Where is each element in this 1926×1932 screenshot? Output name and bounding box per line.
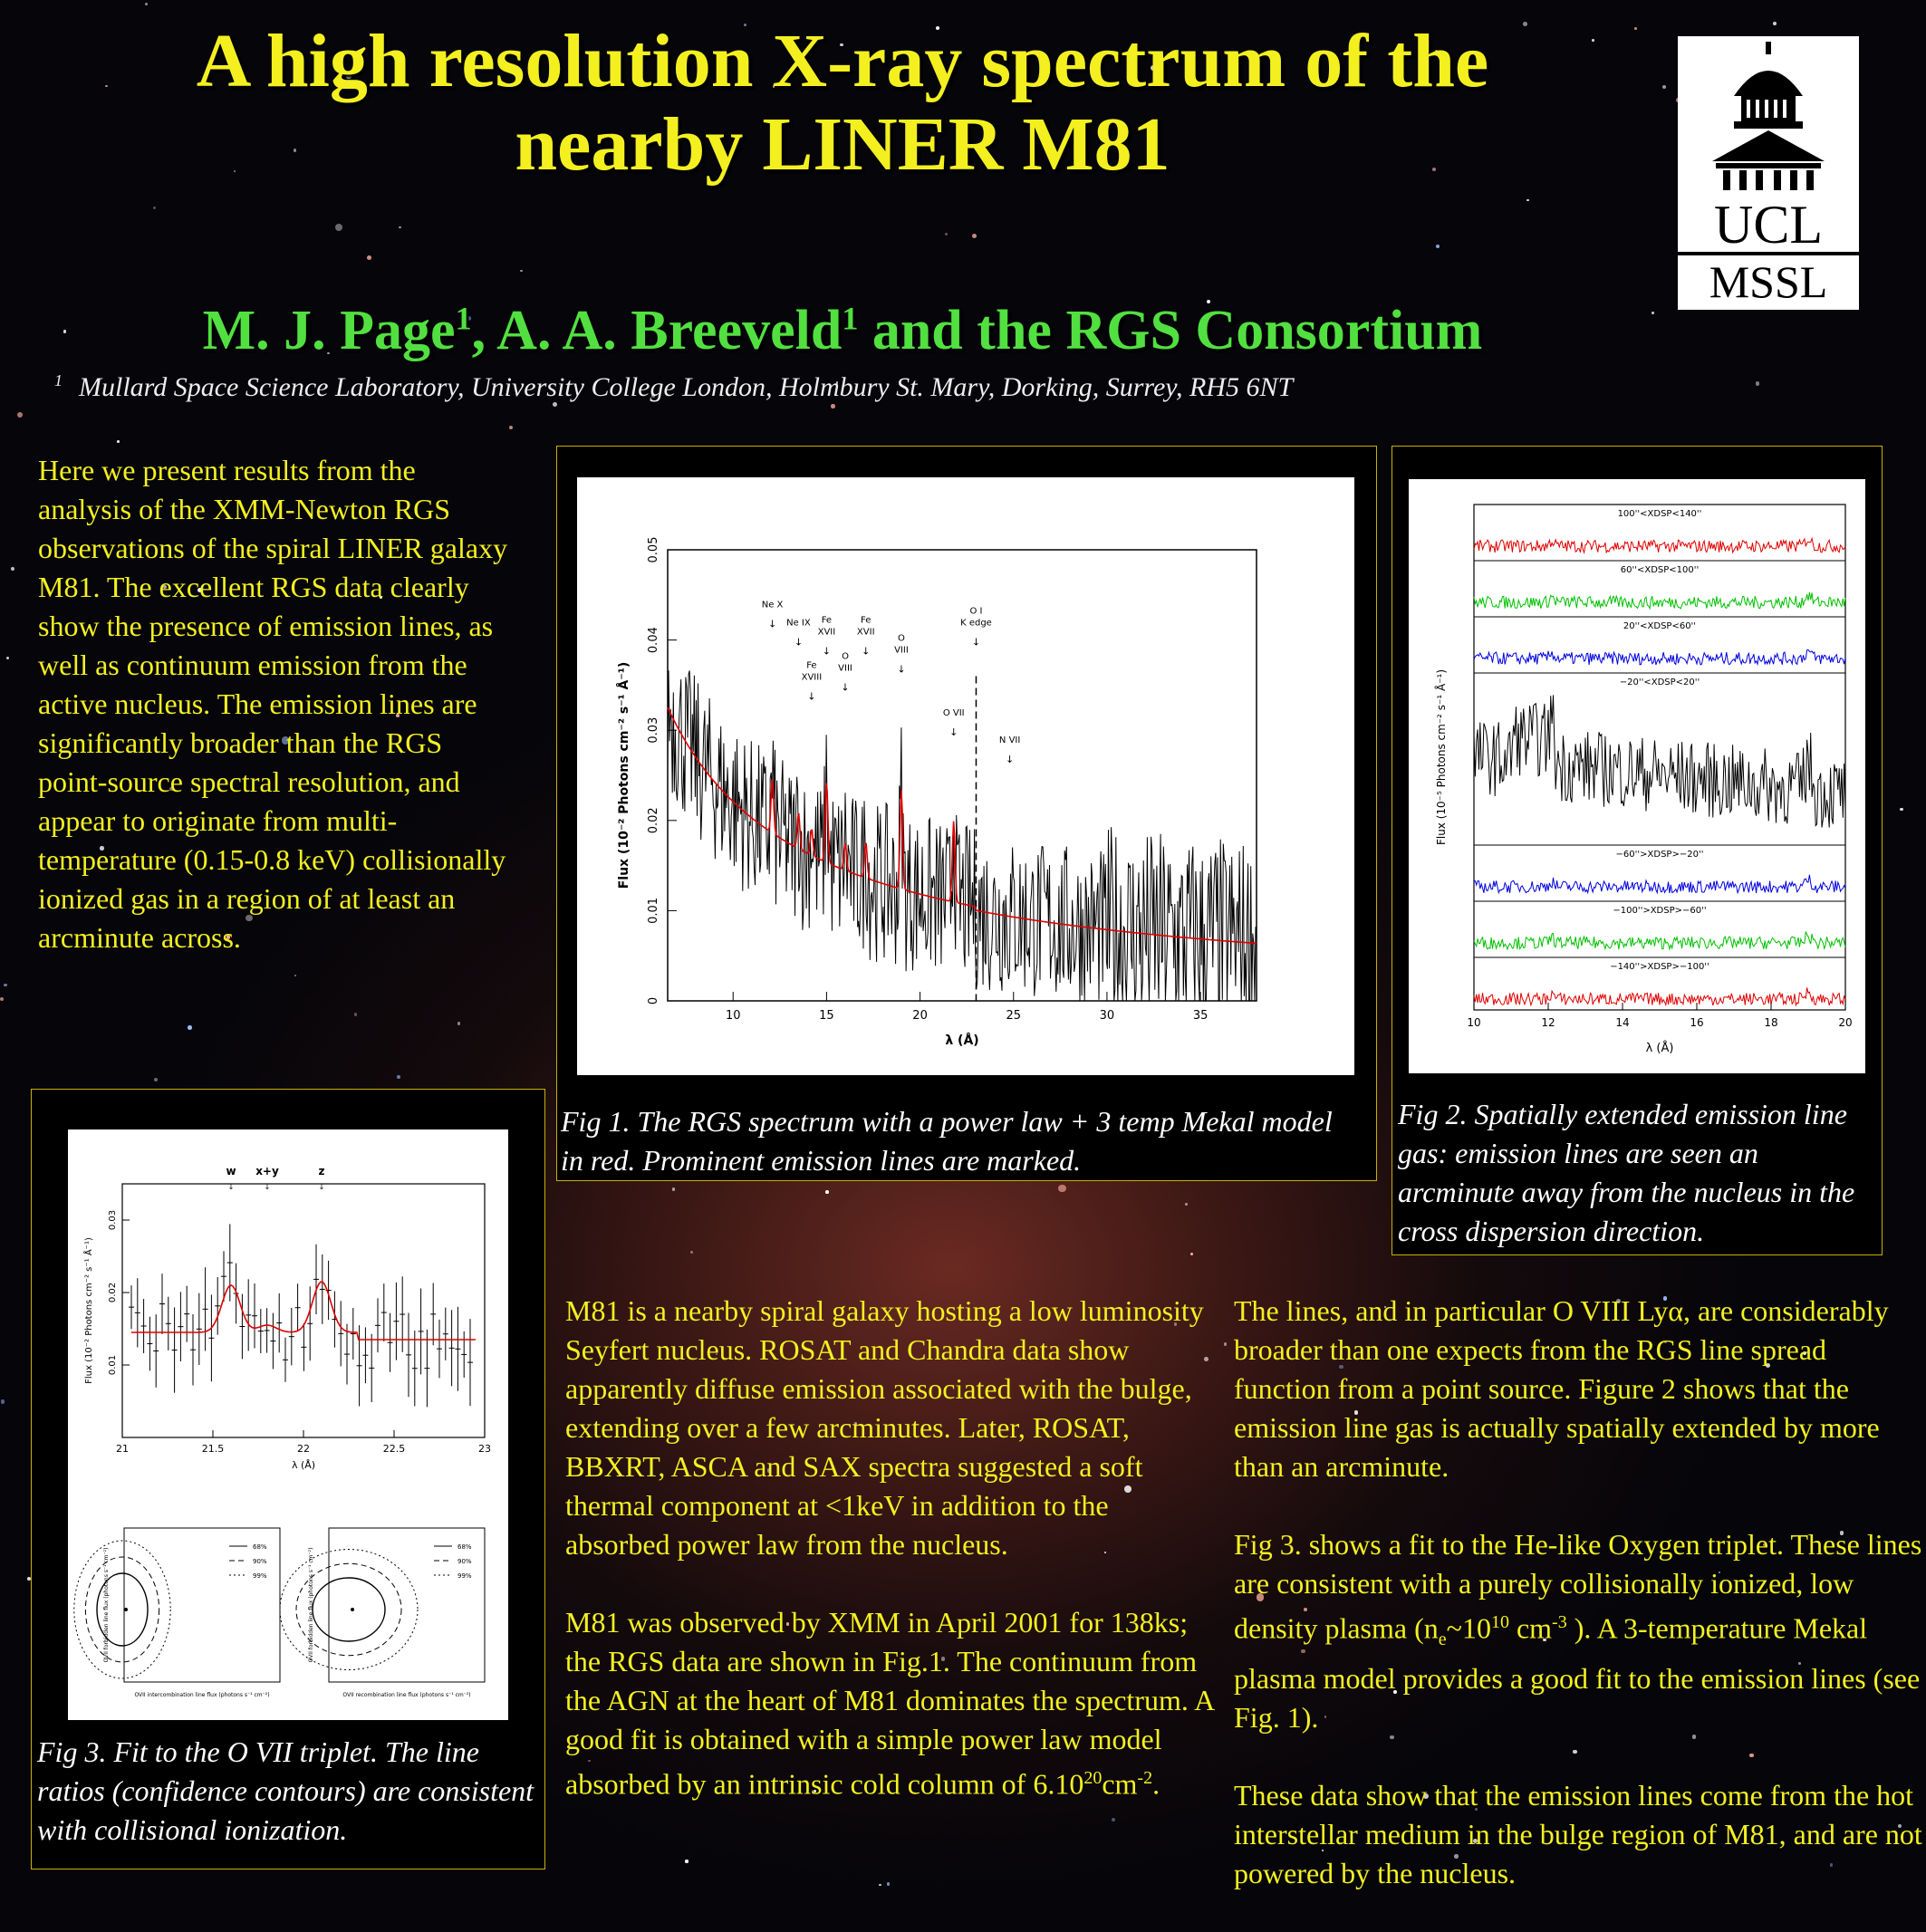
star [1, 1399, 5, 1403]
star [690, 1251, 693, 1254]
star [1652, 312, 1654, 314]
fig1-data-series [668, 670, 1257, 1001]
star [188, 1025, 192, 1030]
fig1-x-axis-label: λ (Å) [945, 1033, 979, 1048]
star [1900, 808, 1902, 811]
fig2-x-tick-label: 18 [1764, 1016, 1778, 1029]
fig1-panel [556, 446, 1377, 1181]
col2-p2-sup: -2 [1137, 1768, 1153, 1788]
author-page: M. J. Page [202, 300, 456, 361]
star [145, 3, 148, 5]
fig2-strip-label: −140''>XDSP>−100'' [1610, 962, 1709, 972]
fig1-y-tick-label: 0.05 [647, 536, 660, 563]
fig3-legend-label: 99% [457, 1572, 472, 1580]
author-affil-sup: 1 [842, 300, 859, 337]
fig1-line-label: Ne X [761, 600, 784, 610]
fig2-axes-frame [1474, 505, 1845, 1010]
star [831, 404, 834, 408]
col3-p2-text-b: ~10 [1446, 1611, 1491, 1645]
fig1-y-axis-label: Flux (10⁻² Photons cm⁻² s⁻¹ Å⁻¹) [617, 661, 631, 889]
title-line-1: A high resolution X-ray spectrum of the [196, 19, 1489, 103]
column-2-text [565, 1292, 1218, 1843]
star [11, 567, 14, 571]
author-breeveld: A. A. Breeveld [496, 300, 843, 361]
fig1-line-arrow: ↓ [794, 636, 804, 649]
star [1526, 199, 1529, 202]
fig1-line-label: O [842, 651, 849, 662]
fig1-x-tick-label: 25 [1006, 1009, 1022, 1023]
fig3-triplet-plot [68, 1129, 508, 1720]
fig3-y-tick-label: 0.01 [108, 1354, 118, 1376]
fig1-y-tick-label: 0.03 [647, 716, 660, 744]
star [17, 412, 23, 418]
star [397, 1075, 400, 1079]
star [154, 1078, 158, 1081]
fig1-x-tick-label: 15 [819, 1009, 834, 1023]
fig2-x-tick-label: 16 [1690, 1016, 1704, 1029]
fig3-x-tick-label: 22.5 [382, 1443, 406, 1455]
fig3-contour-x-label: OVII intercombination line flux (photons s⁻¹ cm⁻²) [134, 1692, 270, 1698]
fig1-line-arrow: ↓ [822, 645, 832, 658]
fig3-axes-frame [122, 1184, 485, 1437]
col3-p2-sub: e [1438, 1629, 1447, 1650]
fig3-legend-label: 68% [253, 1543, 267, 1551]
col3-p2-text-c: cm [1508, 1611, 1553, 1645]
fig2-strips-plot [1409, 479, 1865, 1073]
fig3-line-arrow: ↓ [227, 1183, 235, 1191]
intro-text [38, 451, 509, 996]
fig2-caption: Fig 2. Spatially extended emission line gas: emission lines are seen an arcminute away from the nucleus in the cross dispersion direction. [1398, 1098, 1855, 1247]
star [945, 233, 948, 235]
fig2-strip-label: 20''<XDSP<60'' [1623, 621, 1697, 631]
fig3-x-tick-label: 22 [297, 1443, 310, 1455]
star [672, 1187, 676, 1191]
star [457, 1022, 461, 1025]
fig2-plot-area [1409, 479, 1865, 1073]
fig2-x-tick-label: 14 [1615, 1016, 1630, 1029]
star [825, 1190, 829, 1194]
fig1-line-label: VIII [894, 645, 909, 656]
fig3-x-tick-label: 23 [478, 1443, 491, 1455]
fig1-y-tick-label: 0 [647, 996, 660, 1005]
ucl-mssl-logo [1678, 36, 1859, 310]
fig2-x-tick-label: 12 [1541, 1016, 1555, 1029]
author-list [54, 299, 1631, 363]
fig3-confidence-contour [74, 1541, 170, 1678]
star [354, 1013, 357, 1015]
fig3-legend-label: 99% [253, 1572, 267, 1580]
fig1-line-label: XVII [817, 627, 836, 638]
col3-p2-sup: 10 [1490, 1612, 1509, 1632]
star [367, 255, 371, 260]
fig3-best-fit-point [124, 1608, 128, 1611]
col3-paragraph-2 [1234, 1525, 1922, 1737]
star [1756, 381, 1760, 386]
star [1436, 245, 1440, 248]
star [1185, 1203, 1188, 1206]
fig1-line-label: Fe [806, 660, 817, 671]
fig3-legend-label: 90% [253, 1558, 267, 1565]
fig3-line-label: z [318, 1165, 325, 1177]
fig1-y-tick-label: 0.02 [647, 807, 660, 834]
fig2-panel [1392, 446, 1883, 1255]
fig3-x-axis-label: λ (Å) [291, 1459, 316, 1471]
star [1190, 1253, 1193, 1255]
fig1-line-arrow: ↓ [897, 663, 906, 676]
fig1-line-label: Ne IX [786, 618, 811, 629]
star [879, 1884, 881, 1887]
fig2-strip-series [1474, 875, 1845, 893]
fig2-x-tick-label: 20 [1838, 1016, 1853, 1029]
fig1-line-arrow: ↓ [1006, 754, 1015, 766]
fig3-line-arrow: ↓ [318, 1183, 325, 1191]
affiliation-sup: 1 [54, 371, 63, 389]
fig3-line-label: w [226, 1165, 236, 1177]
fig1-caption: Fig 1. The RGS spectrum with a power law + 3 temp Mekal model in red. Prominent emission lines are marked. [561, 1105, 1333, 1177]
fig3-y-tick-label: 0.03 [108, 1209, 118, 1231]
fig3-y-axis-label: Flux (10⁻² Photons cm⁻² s⁻¹ Å⁻¹) [84, 1237, 94, 1384]
fig1-line-arrow: ↓ [949, 726, 958, 739]
col3-p2-text: Fig 3. shows a fit to the He-like Oxygen triplet. These lines are consistent with a purely collisionally ionized, low density plasma (n [1234, 1528, 1922, 1645]
fig1-line-arrow: ↓ [807, 690, 816, 703]
star [887, 1882, 890, 1885]
fig3-y-tick-label: 0.02 [108, 1282, 118, 1303]
fig1-x-tick-label: 20 [912, 1009, 928, 1023]
fig1-line-arrow: ↓ [862, 645, 871, 658]
fig1-spectrum-plot [577, 477, 1354, 1075]
star [1634, 27, 1637, 30]
fig2-strip-series [1474, 695, 1845, 827]
poster-title [54, 20, 1631, 187]
fig1-line-label: K edge [960, 618, 992, 629]
fig1-line-label: XVII [856, 627, 875, 638]
fig3-x-tick-label: 21.5 [201, 1443, 225, 1455]
col3-p2-text-d: ). A 3-temperature Mekal plasma model provides a good fit to the emission lines (see Fig. 1). [1234, 1611, 1921, 1735]
col3-paragraph-1: The lines, and in particular O VIII Lyα, are considerably broader than one expects from the RGS line spread function from a point source. Figure 2 shows that the emission line gas is actually spatially extended by more than an arcminute. [1234, 1294, 1889, 1483]
fig3-contour-y-label: OVII forbidden line flux (photons s⁻¹ cm⁻²) [308, 1547, 314, 1663]
title-line-2: nearby LINER M81 [515, 102, 1170, 187]
author-affil-sup: 1 [455, 300, 472, 337]
column-3-text [1234, 1292, 1922, 1932]
fig2-strip-label: −60''>XDSP>−20'' [1615, 850, 1704, 860]
star [685, 1860, 688, 1862]
fig1-plot-area [577, 477, 1354, 1075]
fig2-y-axis-label: Flux (10⁻⁵ Photons cm⁻² s⁻¹ Å⁻¹) [1435, 668, 1448, 846]
fig1-line-label: N VII [998, 735, 1021, 746]
logo-mssl-text: MSSL [1709, 256, 1828, 307]
star [1773, 22, 1777, 25]
star [117, 440, 120, 443]
fig1-x-tick-label: 30 [1099, 1009, 1115, 1023]
author-consortium: and the RGS Consortium [858, 300, 1483, 361]
star [4, 984, 7, 987]
col3-p2-sup: -3 [1552, 1612, 1567, 1632]
star [509, 426, 513, 429]
fig3-contour-y-label: OVII forbidden line flux (photons s⁻¹ cm⁻²) [103, 1547, 110, 1663]
fig1-y-tick-label: 0.04 [647, 627, 660, 654]
fig3-legend-label: 68% [457, 1543, 472, 1551]
star [153, 207, 155, 208]
author-separator: , [471, 300, 497, 361]
fig2-strip-series [1474, 649, 1845, 665]
fig3-panel [31, 1089, 545, 1870]
star [399, 226, 400, 228]
fig3-confidence-contour [280, 1547, 418, 1670]
fig1-x-tick-label: 10 [725, 1009, 741, 1023]
affiliation [54, 371, 1293, 403]
fig3-x-tick-label: 21 [116, 1443, 129, 1455]
fig1-line-label: O VII [942, 708, 965, 719]
star [6, 657, 10, 660]
star [1058, 1185, 1066, 1193]
fig3-best-fit-point [351, 1608, 354, 1611]
star [1662, 85, 1667, 90]
fig3-plot-area [68, 1129, 508, 1720]
fig1-line-arrow: ↓ [767, 618, 777, 630]
fig2-strip-series [1474, 592, 1845, 609]
fig1-line-label: O I [969, 606, 983, 617]
col2-paragraph-2 [565, 1603, 1218, 1804]
star [1224, 1342, 1228, 1346]
fig1-line-label: Fe [821, 615, 833, 626]
fig1-line-label: O [897, 633, 905, 644]
star [335, 224, 342, 231]
fig2-strip-label: 60''<XDSP<100'' [1620, 565, 1700, 575]
fig1-line-label: Fe [861, 615, 872, 626]
col2-p2-sup: 20 [1083, 1768, 1103, 1788]
fig3-legend-label: 90% [457, 1558, 472, 1565]
col2-paragraph-1: M81 is a nearby spiral galaxy hosting a low luminosity Seyfert nucleus. ROSAT and Chandra data show apparently diffuse emission associated with the bulge, extending over a few arcminutes. Later, ROSAT, BBXRT, ASCA and SAX spectra suggested a soft thermal component at <1keV in addition to the absorbed power law from the nucleus. [565, 1294, 1204, 1561]
col2-p2-text: M81 was observed by XMM in April 2001 for 138ks; the RGS data are shown in Fig.1. The continuum from the AGN at the heart of M81 dominates the spectrum. A good fit is obtained with a simple power law model absorbed by an intrinsic cold column of 6.10 [565, 1606, 1214, 1801]
star [0, 997, 4, 1001]
fig3-caption: Fig 3. Fit to the O VII triplet. The line ratios (confidence contours) are consistent with collisional ionization. [37, 1735, 534, 1846]
fig2-x-tick-label: 10 [1467, 1016, 1481, 1029]
star [972, 234, 977, 238]
fig2-strip-label: −20''<XDSP<20'' [1619, 678, 1700, 687]
fig2-strip-label: −100''>XDSP>−60'' [1613, 906, 1707, 916]
col3-paragraph-3: These data show that the emission lines come from the hot interstellar medium in the bulge region of M81, and are not powered by the nucleus. [1234, 1779, 1922, 1890]
fig2-strip-series [1474, 538, 1845, 553]
ucl-dome-icon [1678, 36, 1859, 199]
fig3-line-label: x+y [255, 1165, 279, 1177]
logo-ucl-text: UCL [1678, 197, 1859, 255]
fig2-x-axis-label: λ (Å) [1645, 1042, 1674, 1055]
intro-paragraph: Here we present results from the analysis of the XMM-Newton RGS observations of the spiral LINER galaxy M81. The excellent RGS data clearly show the presence of emission lines, as well as continuum emission from the active nucleus. The emission lines are significantly broader than the RGS point-source spectral resolution, and appear to originate from multi-temperature (0.15-0.8 keV) collisionally ionized gas in a region of at least an arcminute across. [38, 454, 508, 954]
fig1-line-label: XVIII [801, 672, 823, 683]
fig1-line-label: VIII [838, 663, 852, 674]
fig3-contour-x-label: OVII recombination line flux (photons s⁻¹ cm⁻²) [342, 1692, 471, 1698]
fig3-line-arrow: ↓ [264, 1183, 271, 1191]
fig3-contour-frame [329, 1528, 485, 1682]
affiliation-text: Mullard Space Science Laboratory, University College London, Holmbury St. Mary, Dorking, Surrey, RH5 6NT [79, 372, 1294, 402]
col2-p2-end: . [1152, 1767, 1160, 1801]
fig2-strip-series [1474, 987, 1845, 1005]
fig2-strip-series [1474, 931, 1845, 949]
col2-p2-unit: cm [1102, 1767, 1138, 1801]
fig3-confidence-contour [313, 1578, 385, 1641]
fig1-line-arrow: ↓ [841, 681, 850, 694]
fig1-x-tick-label: 35 [1192, 1009, 1209, 1023]
fig1-y-tick-label: 0.01 [647, 897, 660, 924]
fig1-line-arrow: ↓ [971, 636, 981, 649]
fig2-strip-label: 100''<XDSP<140'' [1617, 509, 1702, 519]
star [520, 270, 523, 273]
